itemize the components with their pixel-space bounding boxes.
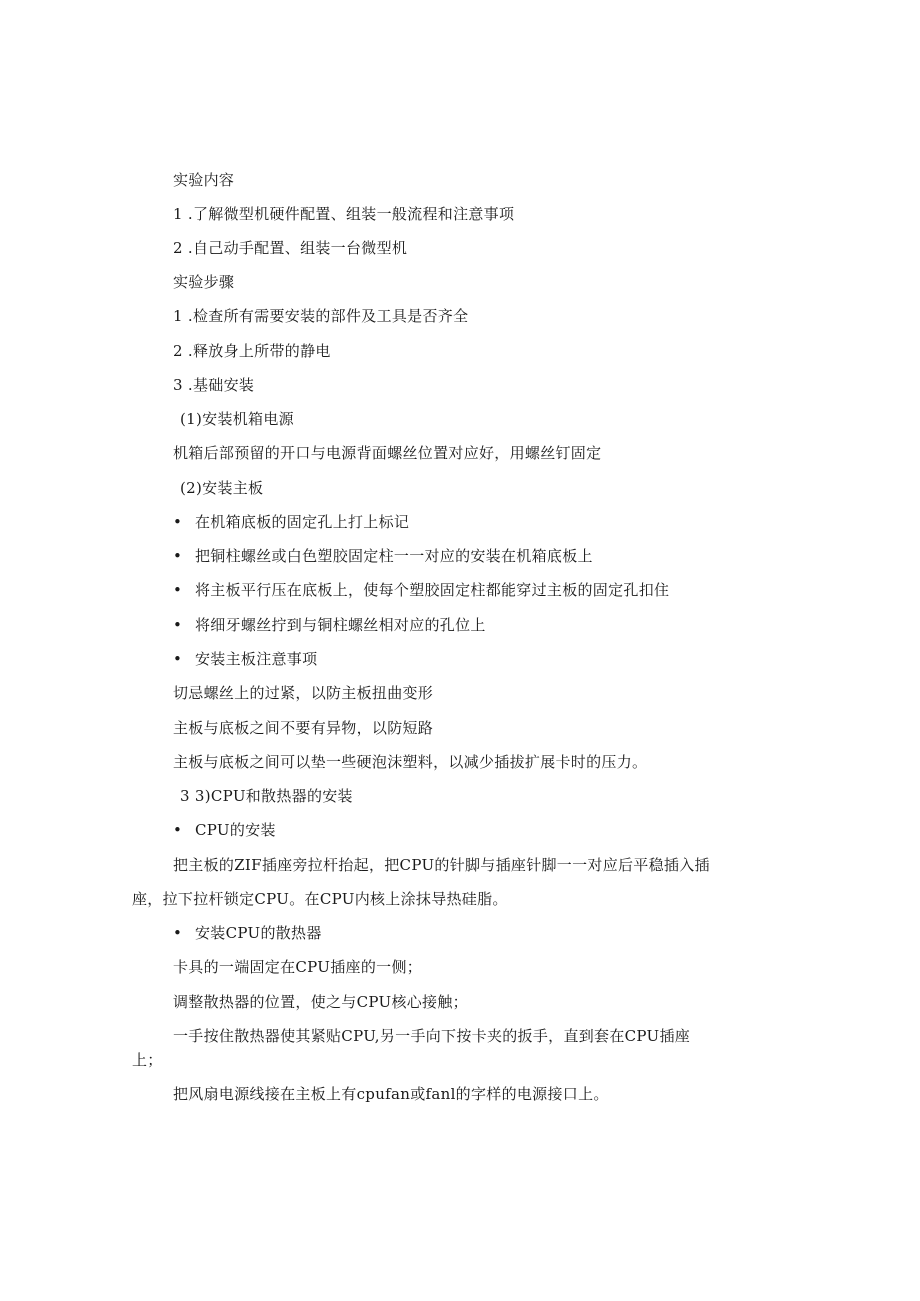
bullet-item: • 在机箱底板的固定孔上打上标记 <box>173 513 410 531</box>
paragraph: 把风扇电源线接在主板上有cpufan或fanl的字样的电源接口上。 <box>173 1085 609 1103</box>
list-item: 2 .自己动手配置、组装一台微型机 <box>173 239 408 257</box>
list-item: 1 .了解微型机硬件配置、组装一般流程和注意事项 <box>173 205 515 223</box>
section-heading-content: 实验内容 <box>173 171 235 189</box>
paragraph: 卡具的一端固定在CPU插座的一侧； <box>173 958 423 976</box>
bullet-icon: • <box>173 581 183 599</box>
bullet-item: • 安装CPU的散热器 <box>173 924 322 942</box>
paragraph: 机箱后部预留的开口与电源背面螺丝位置对应好，用螺丝钉固定 <box>173 444 602 462</box>
paragraph: 把主板的ZIF插座旁拉杆抬起，把CPU的针脚与插座针脚一一对应后平稳插入插 <box>173 856 710 874</box>
bullet-icon: • <box>173 513 183 531</box>
sub-heading: 3 3)CPU和散热器的安装 <box>180 787 353 805</box>
sub-heading: (2)安装主板 <box>180 479 264 497</box>
bullet-item: • 安装主板注意事项 <box>173 650 318 668</box>
paragraph: 主板与底板之间不要有异物，以防短路 <box>173 719 434 737</box>
paragraph: 调整散热器的位置，使之与CPU核心接触； <box>173 993 468 1011</box>
sub-heading: (1)安装机箱电源 <box>180 410 294 428</box>
list-item: 2 .释放身上所带的静电 <box>173 342 331 360</box>
paragraph: 主板与底板之间可以垫一些硬泡沫塑料，以减少插拔扩展卡时的压力。 <box>173 753 648 771</box>
bullet-icon: • <box>173 547 183 565</box>
list-item: 1 .检查所有需要安装的部件及工具是否齐全 <box>173 307 469 325</box>
bullet-icon: • <box>173 821 183 839</box>
paragraph: 一手按住散热器使其紧贴CPU,另一手向下按卡夹的扳手，直到套在CPU插座 <box>173 1027 691 1045</box>
paragraph: 切忌螺丝上的过紧，以防主板扭曲变形 <box>173 684 434 702</box>
bullet-icon: • <box>173 924 183 942</box>
section-heading-steps: 实验步骤 <box>173 273 235 291</box>
bullet-item: • CPU的安装 <box>173 821 276 839</box>
bullet-icon: • <box>173 650 183 668</box>
bullet-item: • 将主板平行压在底板上，使每个塑胶固定柱都能穿过主板的固定孔扣住 <box>173 581 670 599</box>
paragraph-continued: 上； <box>132 1051 163 1069</box>
bullet-item: • 把铜柱螺丝或白色塑胶固定柱一一对应的安装在机箱底板上 <box>173 547 593 565</box>
bullet-icon: • <box>173 616 183 634</box>
bullet-item: • 将细牙螺丝拧到与铜柱螺丝相对应的孔位上 <box>173 616 486 634</box>
paragraph-continued: 座，拉下拉杆锁定CPU。在CPU内核上涂抹导热硅脂。 <box>132 890 508 908</box>
list-item: 3 .基础安装 <box>173 376 255 394</box>
